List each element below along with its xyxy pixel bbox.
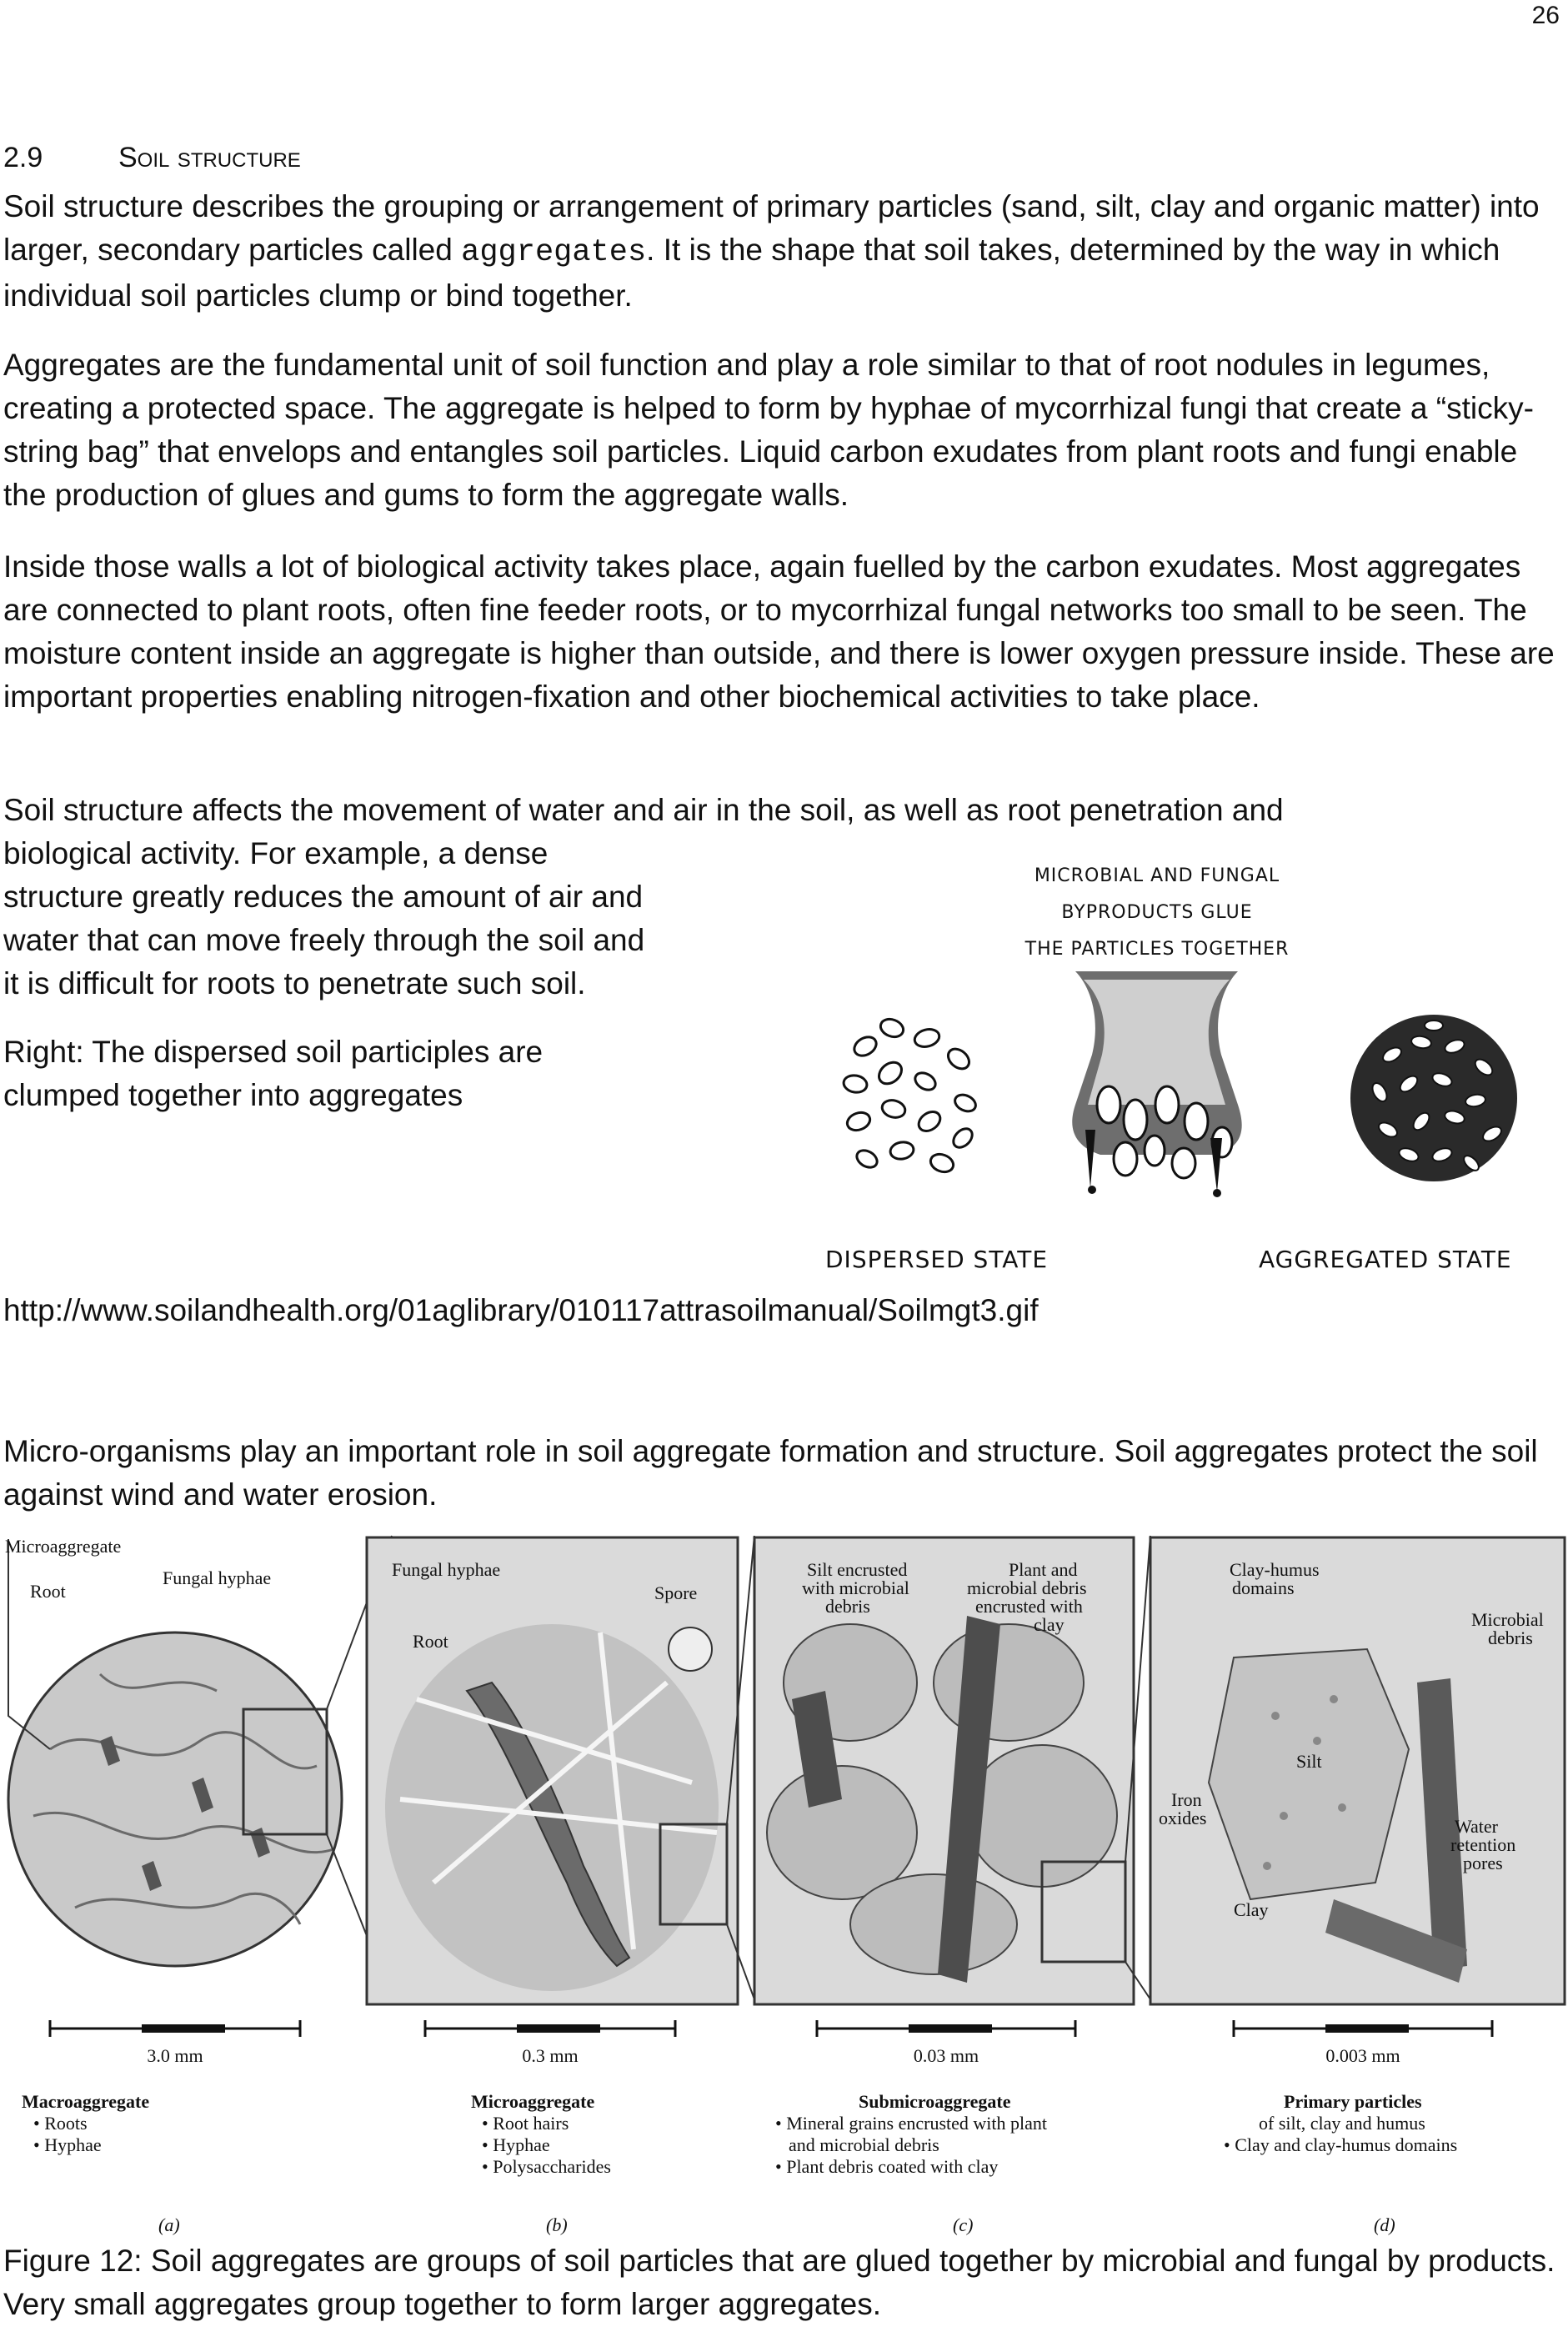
- title-c: Submicroaggregate: [859, 2091, 1011, 2112]
- label-c-plant-3: encrusted with: [975, 1596, 1083, 1617]
- label-aggregated-state: AGGREGATED STATE: [1259, 1246, 1512, 1273]
- bullet-a-1: • Roots: [33, 2113, 88, 2134]
- label-b-root: Root: [413, 1631, 448, 1652]
- paragraph-definition: Soil structure describes the grouping or arrangement of primary particles (sand, silt, clay and organic matter) into larger, secondary particles called aggregates. It is the shape that soil takes, determined by the way in which individual soil particles clump or bind together.: [3, 189, 1540, 313]
- figure-caption-right: Right: The dispersed soil participles are clumped together into aggregates: [3, 1035, 544, 1112]
- label-d-water-2: retention: [1450, 1834, 1516, 1855]
- label-a-root: Root: [30, 1581, 66, 1602]
- scale-c: 0.03 mm: [913, 2045, 979, 2066]
- title-b: Microaggregate: [471, 2091, 595, 2112]
- gluing-particles: [1072, 971, 1241, 1197]
- label-d-microbial-2: debris: [1488, 1627, 1533, 1648]
- label-d-clay: Clay: [1234, 1899, 1269, 1920]
- bullet-b-3: • Polysaccharides: [482, 2156, 611, 2177]
- panel-letter-b: (b): [546, 2214, 568, 2235]
- section-heading: [3, 142, 301, 174]
- paragraph-structure-effects: Soil structure affects the movement of water and air in the soil, as well as root penetration and biological activity. For example, a dense structure greatly reduces the amount of air and water that can move freely through the soil and it is difficult for roots to penetrate such soil.: [3, 793, 1284, 1001]
- bullet-c-3: • Plant debris coated with clay: [775, 2156, 999, 2177]
- label-c-plant-1: Plant and: [1009, 1559, 1078, 1580]
- scale-a: 3.0 mm: [147, 2045, 203, 2066]
- label-c-silt-2: with microbial: [802, 1577, 909, 1598]
- bullet-d-1: of silt, clay and humus: [1259, 2113, 1425, 2134]
- title-d: Primary particles: [1284, 2091, 1422, 2112]
- bullet-a-2: • Hyphae: [33, 2134, 102, 2155]
- label-dispersed-state: DISPERSED STATE: [825, 1246, 1049, 1273]
- label-b-spore: Spore: [654, 1582, 698, 1603]
- panel-letter-c: (c): [953, 2214, 974, 2235]
- label-d-silt: Silt: [1296, 1751, 1322, 1772]
- section-number: 2.9: [3, 142, 43, 173]
- figure-12-aggregates: [0, 1532, 1568, 2241]
- aggregated-particle: [1350, 1015, 1517, 1181]
- title-a: Macroaggregate: [22, 2091, 150, 2112]
- figure-12-caption: Figure 12: Soil aggregates are groups of soil particles that are glued together by microbial and fungal by products. Very small aggregates group together to form larger aggregates.: [3, 2244, 1555, 2321]
- label-c-plant-4: clay: [1034, 1614, 1065, 1635]
- bullet-b-2: • Hyphae: [482, 2134, 550, 2155]
- section-title: Soil structure: [118, 142, 301, 173]
- label-glue-line3: THE PARTICLES TOGETHER: [1024, 939, 1290, 960]
- label-d-clay-humus-1: Clay-humus: [1230, 1559, 1320, 1580]
- panel-letter-d: (d): [1374, 2214, 1395, 2235]
- paragraph-biological-activity: Inside those walls a lot of biological activity takes place, again fuelled by the carbon exudates. Most aggregates are connected to plant roots, often fine feeder roots, or to mycorrhizal fungal networks too small to be seen. The moisture content inside an aggregate is higher than outside, and there is lower oxygen pressure inside. These are important properties enabling nitrogen-fixation and other biochemical activities to take place.: [3, 549, 1555, 714]
- label-c-silt-3: debris: [825, 1596, 870, 1617]
- label-c-plant-2: microbial debris: [967, 1577, 1087, 1598]
- term-aggregates: aggregates: [461, 235, 647, 270]
- dispersed-particles: [842, 1016, 978, 1175]
- label-d-water-1: Water: [1455, 1816, 1498, 1837]
- panel-c-submicroaggregate: [754, 1536, 1150, 2037]
- scale-b: 0.3 mm: [522, 2045, 579, 2066]
- panel-b-microaggregate: [367, 1536, 754, 2037]
- scale-d: 0.003 mm: [1325, 2045, 1400, 2066]
- source-url: http://www.soilandhealth.org/01aglibrary/010117attrasoilmanual/Soilmgt3.gif: [3, 1293, 1039, 1327]
- panel-a-macroaggregate: [8, 1536, 392, 2037]
- dispersed-aggregated-figure: [825, 855, 1559, 1288]
- paragraph-microorganisms: Micro-organisms play an important role in soil aggregate formation and structure. Soil aggregates protect the soil against wind and water erosion.: [3, 1434, 1538, 1512]
- bullet-c-2: and microbial debris: [789, 2134, 939, 2155]
- label-d-microbial-1: Microbial: [1471, 1609, 1544, 1630]
- label-d-water-3: pores: [1463, 1853, 1503, 1873]
- bullet-b-1: • Root hairs: [482, 2113, 569, 2134]
- page-number: 26: [1531, 2, 1560, 29]
- label-c-silt-1: Silt encrusted: [807, 1559, 908, 1580]
- panel-letter-a: (a): [158, 2214, 180, 2235]
- label-b-fungal-hyphae: Fungal hyphae: [392, 1559, 501, 1580]
- bullet-c-1: • Mineral grains encrusted with plant: [775, 2113, 1048, 2134]
- label-glue-line1: MICROBIAL AND FUNGAL: [1034, 865, 1280, 886]
- paragraph-aggregates-function: Aggregates are the fundamental unit of soil function and play a role similar to that of root nodules in legumes, creating a protected space. The aggregate is helped to form by hyphae of mycorrhizal fungi that create a “sticky-string bag” that envelops and entangles soil particles. Liquid carbon exudates from plant roots and fungi enable the production of glues and gums to form the aggregate walls.: [3, 348, 1534, 512]
- label-d-iron-1: Iron: [1171, 1789, 1202, 1810]
- bullet-d-2: • Clay and clay-humus domains: [1224, 2134, 1458, 2155]
- label-d-clay-humus-2: domains: [1232, 1577, 1295, 1598]
- label-a-fungal-hyphae: Fungal hyphae: [163, 1567, 272, 1588]
- label-glue-line2: BYPRODUCTS GLUE: [1061, 902, 1253, 923]
- label-a-microaggregate: Microaggregate: [5, 1536, 122, 1557]
- label-d-iron-2: oxides: [1159, 1808, 1207, 1828]
